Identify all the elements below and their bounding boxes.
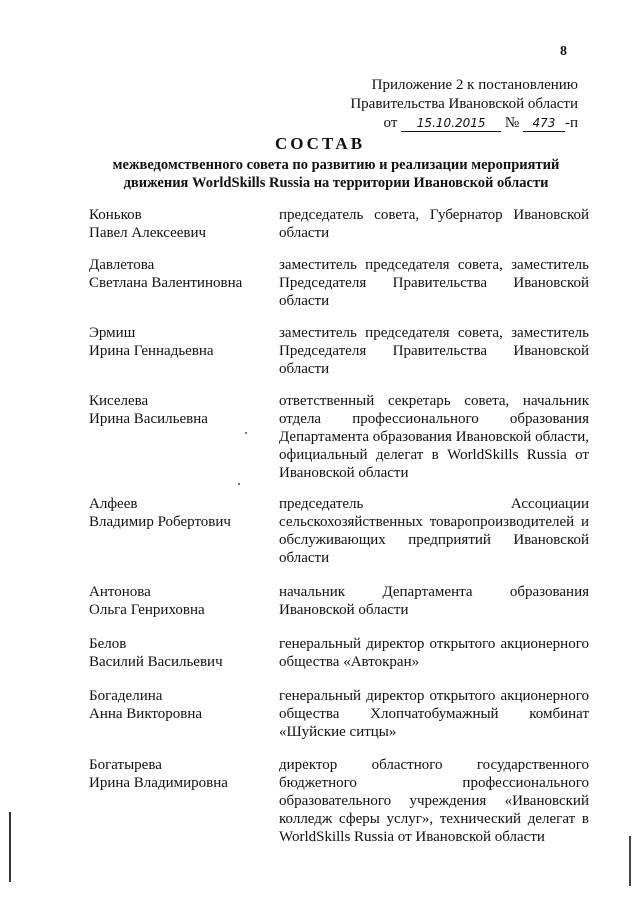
scan-edge-mark [629, 836, 631, 886]
appendix-line-1: Приложение 2 к постановлению [371, 77, 578, 93]
member-name [89, 687, 264, 723]
member-name [89, 206, 264, 242]
member-role: директор областного государственного бюджетного профессионального образовательного учреждения «Ивановский колледж сферы услуг», технический делегат в WorldSkills Russia от Ивановской области [279, 757, 589, 845]
member-given-name: Ирина Васильевна [89, 411, 208, 427]
scan-speck [245, 432, 247, 434]
member-given-name: Ирина Владимировна [89, 775, 228, 791]
member-name [89, 495, 264, 531]
member-surname: Антонова [89, 584, 151, 600]
handwritten-number: 473 [523, 116, 565, 132]
member-name [89, 635, 264, 671]
member-role: генеральный директор открытого акционерного общества Хлопчатобумажный комбинат «Шуйские ситцы» [279, 688, 589, 740]
member-surname: Эрмиш [89, 325, 136, 341]
member-given-name: Ольга Генриховна [89, 602, 205, 618]
scan-speck [238, 483, 240, 485]
member-role: заместитель председателя совета, заместитель Председателя Правительства Ивановской области [279, 325, 589, 377]
member-given-name: Ирина Геннадьевна [89, 343, 214, 359]
subtitle-line-2: движения WorldSkills Russia на территории Ивановской области [123, 175, 549, 191]
member-given-name: Василий Васильевич [89, 654, 223, 670]
page-number: 8 [560, 44, 567, 59]
member-role: ответственный секретарь совета, начальник отдела профессионального образования Департамента образования Ивановской области, официальный делегат в WorldSkills Russia от Ивановской области [279, 393, 589, 481]
member-surname: Богаделина [89, 688, 163, 704]
member-surname: Алфеев [89, 496, 138, 512]
member-surname: Коньков [89, 207, 142, 223]
appendix-date-line [350, 114, 578, 133]
member-name [89, 392, 264, 428]
member-surname: Богатырева [89, 757, 162, 773]
handwritten-date: 15.10.2015 [401, 116, 501, 132]
member-role: заместитель председателя совета, заместитель Председателя Правительства Ивановской области [279, 257, 589, 309]
member-name [89, 324, 264, 360]
member-surname: Белов [89, 636, 127, 652]
member-given-name: Павел Алексеевич [89, 225, 207, 241]
appendix-line-2: Правительства Ивановской области [350, 96, 578, 112]
member-surname: Давлетова [89, 257, 155, 273]
member-role: председатель совета, Губернатор Ивановской области [279, 207, 589, 241]
member-surname: Киселева [89, 393, 149, 409]
member-given-name: Светлана Валентиновна [89, 275, 243, 291]
member-role: генеральный директор открытого акционерного общества «Автокран» [279, 636, 589, 670]
member-name [89, 256, 264, 292]
subtitle-line-1: межведомственного совета по развитию и реализации мероприятий [112, 157, 560, 173]
member-role: председатель Ассоциации сельскохозяйственных товаропроизводителей и обслуживающих предприятий Ивановской области [279, 496, 589, 566]
document-title: СОСТАВ [274, 134, 366, 153]
member-role: начальник Департамента образования Ивановской области [279, 584, 589, 618]
appendix-header [350, 76, 578, 133]
member-name [89, 756, 264, 792]
number-prefix: № [504, 115, 520, 131]
document-subtitle [80, 156, 592, 192]
member-name [89, 583, 264, 619]
scan-edge-mark [9, 812, 11, 882]
date-prefix: от [383, 115, 398, 131]
member-given-name: Владимир Робертович [89, 514, 231, 530]
number-suffix: -п [564, 115, 578, 131]
member-given-name: Анна Викторовна [89, 706, 203, 722]
